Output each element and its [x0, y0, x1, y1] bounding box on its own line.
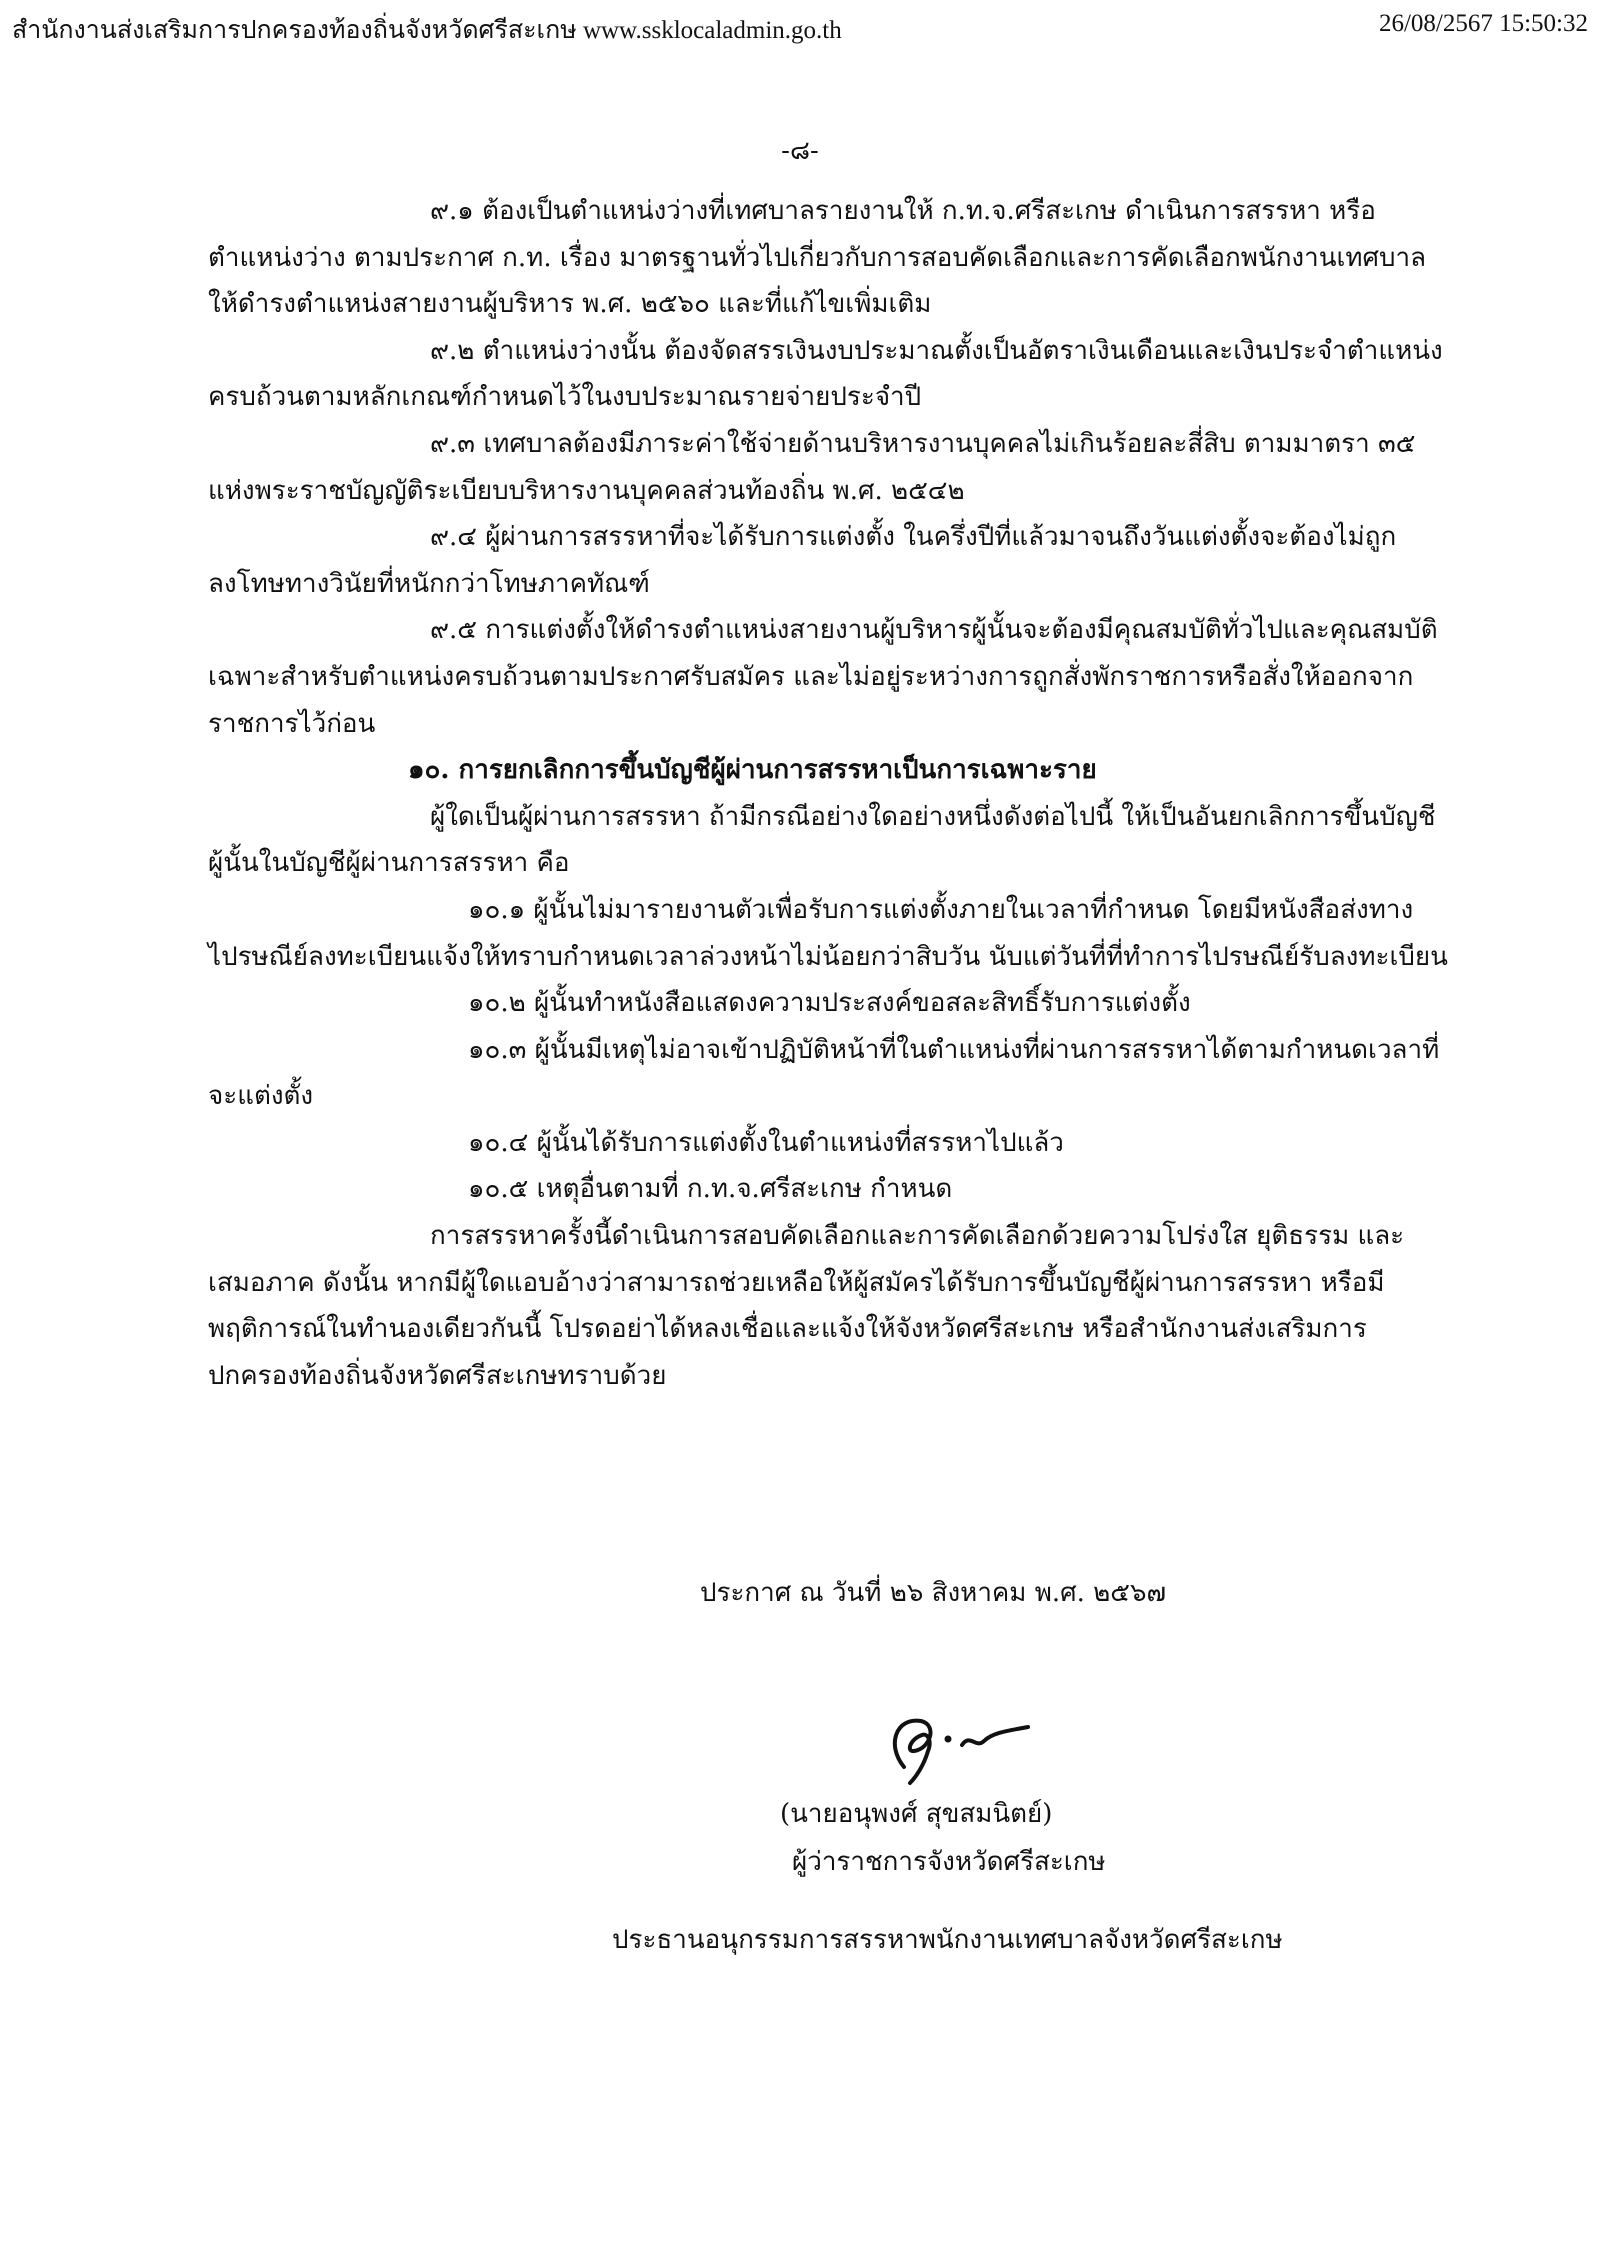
- print-header: [12, 10, 1588, 50]
- paragraph: ผู้ใดเป็นผู้ผ่านการสรรหา ถ้ามีกรณีอย่างใดอย่างหนึ่งดังต่อไปนี้ ให้เป็นอันยกเลิกการขึ้นบัญชีผู้นั้นในบัญชีผู้ผ่านการสรรหา คือ: [208, 801, 1436, 879]
- paragraph: ๑๐.๑ ผู้นั้นไม่มารายงานตัวเพื่อรับการแต่งตั้งภายในเวลาที่กำหนด โดยมีหนังสือส่งทางไปรษณีย์ลงทะเบียนแจ้งให้ทราบกำหนดเวลาล่วงหน้าไม่น้อยกว่าสิบวัน นับแต่วันที่ที่ทำการไปรษณีย์รับลงทะเบียน: [208, 894, 1448, 972]
- document-body: [208, 188, 1448, 1399]
- paragraph: ๑๐.๕ เหตุอื่นตามที่ ก.ท.จ.ศรีสะเกษ กำหนด: [468, 1174, 953, 1205]
- signer-position: ผู้ว่าราชการจังหวัดศรีสะเกษ: [792, 1847, 1106, 1877]
- page-number: -๘-: [781, 136, 819, 166]
- paragraph: ๙.๑ ต้องเป็นตำแหน่งว่างที่เทศบาลรายงานให้ ก.ท.จ.ศรีสะเกษ ดำเนินการสรรหา หรือตำแหน่งว่าง ตามประกาศ ก.ท. เรื่อง มาตรฐานทั่วไปเกี่ยวกับการสอบคัดเลือกและการคัดเลือกพนักงานเทศบาลให้ดำรงตำแหน่งสายงานผู้บริหาร พ.ศ. ๒๕๖๐ และที่แก้ไขเพิ่มเติม: [208, 196, 1427, 320]
- paragraph: ๙.๓ เทศบาลต้องมีภาระค่าใช้จ่ายด้านบริหารงานบุคคลไม่เกินร้อยละสี่สิบ ตามมาตรา ๓๕ แห่งพระราชบัญญัติระเบียบบริหารงานบุคคลส่วนท้องถิ่น พ.ศ. ๒๕๔๒: [208, 428, 1416, 506]
- signer-name: (นายอนุพงศ์ สุขสมนิตย์): [780, 1799, 1053, 1829]
- paragraph: ๑๐.๓ ผู้นั้นมีเหตุไม่อาจเข้าปฏิบัติหน้าที่ในตำแหน่งที่ผ่านการสรรหาได้ตามกำหนดเวลาที่จะแต่งตั้ง: [208, 1034, 1440, 1112]
- paragraph: ๙.๕ การแต่งตั้งให้ดำรงตำแหน่งสายงานผู้บริหารผู้นั้นจะต้องมีคุณสมบัติทั่วไปและคุณสมบัติเฉพาะสำหรับตำแหน่งครบถ้วนตามประกาศรับสมัคร และไม่อยู่ระหว่างการถูกสั่งพักราชการหรือสั่งให้ออกจากราชการไว้ก่อน: [208, 615, 1438, 739]
- signature-mark: [866, 1705, 1046, 1785]
- announcement-date: ประกาศ ณ วันที่ ๒๖ สิงหาคม พ.ศ. ๒๕๖๗: [700, 1578, 1167, 1608]
- paragraph: ๙.๒ ตำแหน่งว่างนั้น ต้องจัดสรรเงินงบประมาณตั้งเป็นอัตราเงินเดือนและเงินประจำตำแหน่งครบถ้วนตามหลักเกณฑ์กำหนดไว้ในงบประมาณรายจ่ายประจำปี: [208, 335, 1443, 413]
- paragraph: การสรรหาครั้งนี้ดำเนินการสอบคัดเลือกและการคัดเลือกด้วยความโปร่งใส ยุติธรรม และเสมอภาค ดังนั้น หากมีผู้ใดแอบอ้างว่าสามารถช่วยเหลือให้ผู้สมัครได้รับการขึ้นบัญชีผู้ผ่านการสรรหา หรือมีพฤติการณ์ในทำนองเดียวกันนี้ โปรดอย่าได้หลงเชื่อและแจ้งให้จังหวัดศรีสะเกษ หรือสำนักงานส่งเสริมการปกครองท้องถิ่นจังหวัดศรีสะเกษทราบด้วย: [208, 1221, 1405, 1391]
- paragraph: ๑๐.๒ ผู้นั้นทำหนังสือแสดงความประสงค์ขอสละสิทธิ์รับการแต่งตั้ง: [468, 988, 1191, 1019]
- paragraph: ๑๐.๔ ผู้นั้นได้รับการแต่งตั้งในตำแหน่งที่สรรหาไปแล้ว: [468, 1127, 1064, 1158]
- header-site-name: สำนักงานส่งเสริมการปกครองท้องถิ่นจังหวัดศรีสะเกษ www.ssklocaladmin.go.th: [12, 17, 842, 44]
- section-heading: ๑๐. การยกเลิกการขึ้นบัญชีผู้ผ่านการสรรหาเป็นการเฉพาะราย: [408, 755, 1097, 786]
- signer-role: ประธานอนุกรรมการสรรหาพนักงานเทศบาลจังหวัดศรีสะเกษ: [612, 1925, 1283, 1955]
- paragraph: ๙.๔ ผู้ผ่านการสรรหาที่จะได้รับการแต่งตั้ง ในครึ่งปีที่แล้วมาจนถึงวันแต่งตั้งจะต้องไม่ถูกลงโทษทางวินัยที่หนักกว่าโทษภาคทัณฑ์: [208, 522, 1397, 599]
- header-timestamp: 26/08/2567 15:50:32: [1378, 10, 1588, 37]
